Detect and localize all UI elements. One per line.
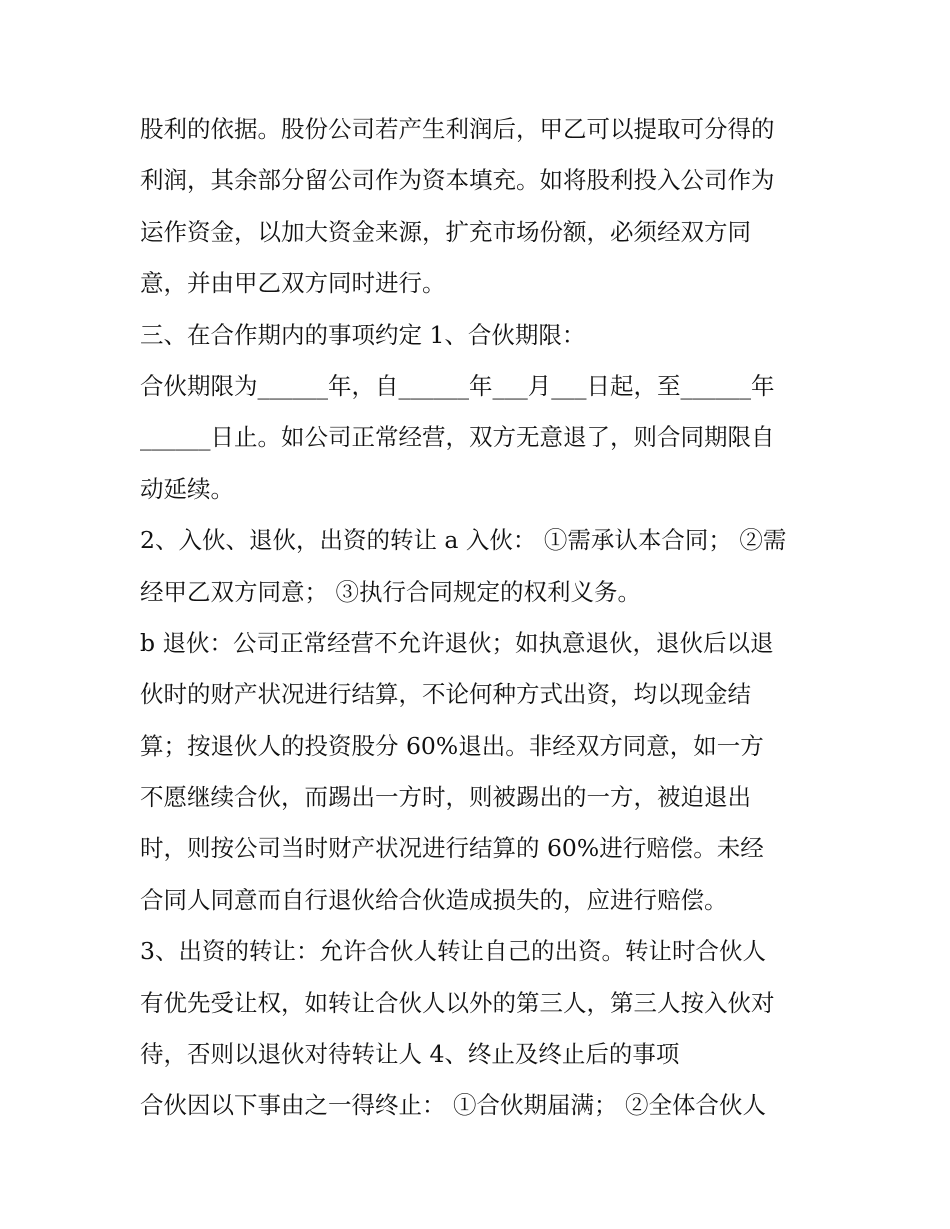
paragraph-line: 伙时的财产状况进行结算，不论何种方式出资，均以现金结 — [140, 680, 751, 709]
clause-line: b 退伙：公司正常经营不允许退伙；如执意退伙，退伙后以退 — [140, 628, 774, 657]
paragraph-line: 算；按退伙人的投资股分 60%退出。非经双方同意，如一方 — [140, 731, 764, 760]
paragraph-line: 股利的依据。股份公司若产生利润后，甲乙可以提取可分得的 — [140, 115, 775, 143]
paragraph-line: 经甲乙双方同意； ③执行合同规定的权利义务。 — [140, 577, 641, 606]
paragraph-line: 待，否则以退伙对待转让人 4、终止及终止后的事项 — [140, 1040, 680, 1069]
paragraph-line: 意，并由甲乙双方同时进行。 — [140, 269, 446, 298]
clause-line: 3、出资的转让：允许合伙人转让自己的出资。转让时合伙人 — [140, 937, 766, 966]
section-heading-line: 三、在合作期内的事项约定 1、合伙期限： — [140, 320, 586, 349]
document-body — [140, 104, 820, 1132]
paragraph-line: 有优先受让权，如转让合伙人以外的第三人，第三人按入伙对 — [140, 988, 775, 1017]
paragraph-line: 不愿继续合伙，而踢出一方时，则被踢出的一方，被迫退出 — [140, 783, 751, 812]
paragraph-line: 时，则按公司当时财产状况进行结算的 60%进行赔偿。未经 — [140, 834, 764, 863]
clause-line: 2、入伙、退伙，出资的转让 a 入伙： ①需承认本合同； ②需 — [140, 526, 787, 555]
paragraph-line: 利润，其余部分留公司作为资本填充。如将股利投入公司作为 — [140, 166, 775, 195]
paragraph-line: 动延续。 — [140, 474, 234, 503]
paragraph-line: 合同人同意而自行退伙给合伙造成损失的，应进行赔偿。 — [140, 885, 728, 914]
clause-line: 合伙因以下事由之一得终止： ①合伙期届满； ②全体合伙人 — [140, 1091, 766, 1120]
paragraph-line: 合伙期限为______年，自______年___月___日起，至______年 — [140, 371, 775, 400]
paragraph-line: 运作资金，以加大资金来源，扩充市场份额，必须经双方同 — [140, 217, 751, 246]
paragraph-line: ______日止。如公司正常经营，双方无意退了，则合同期限自 — [140, 423, 775, 452]
